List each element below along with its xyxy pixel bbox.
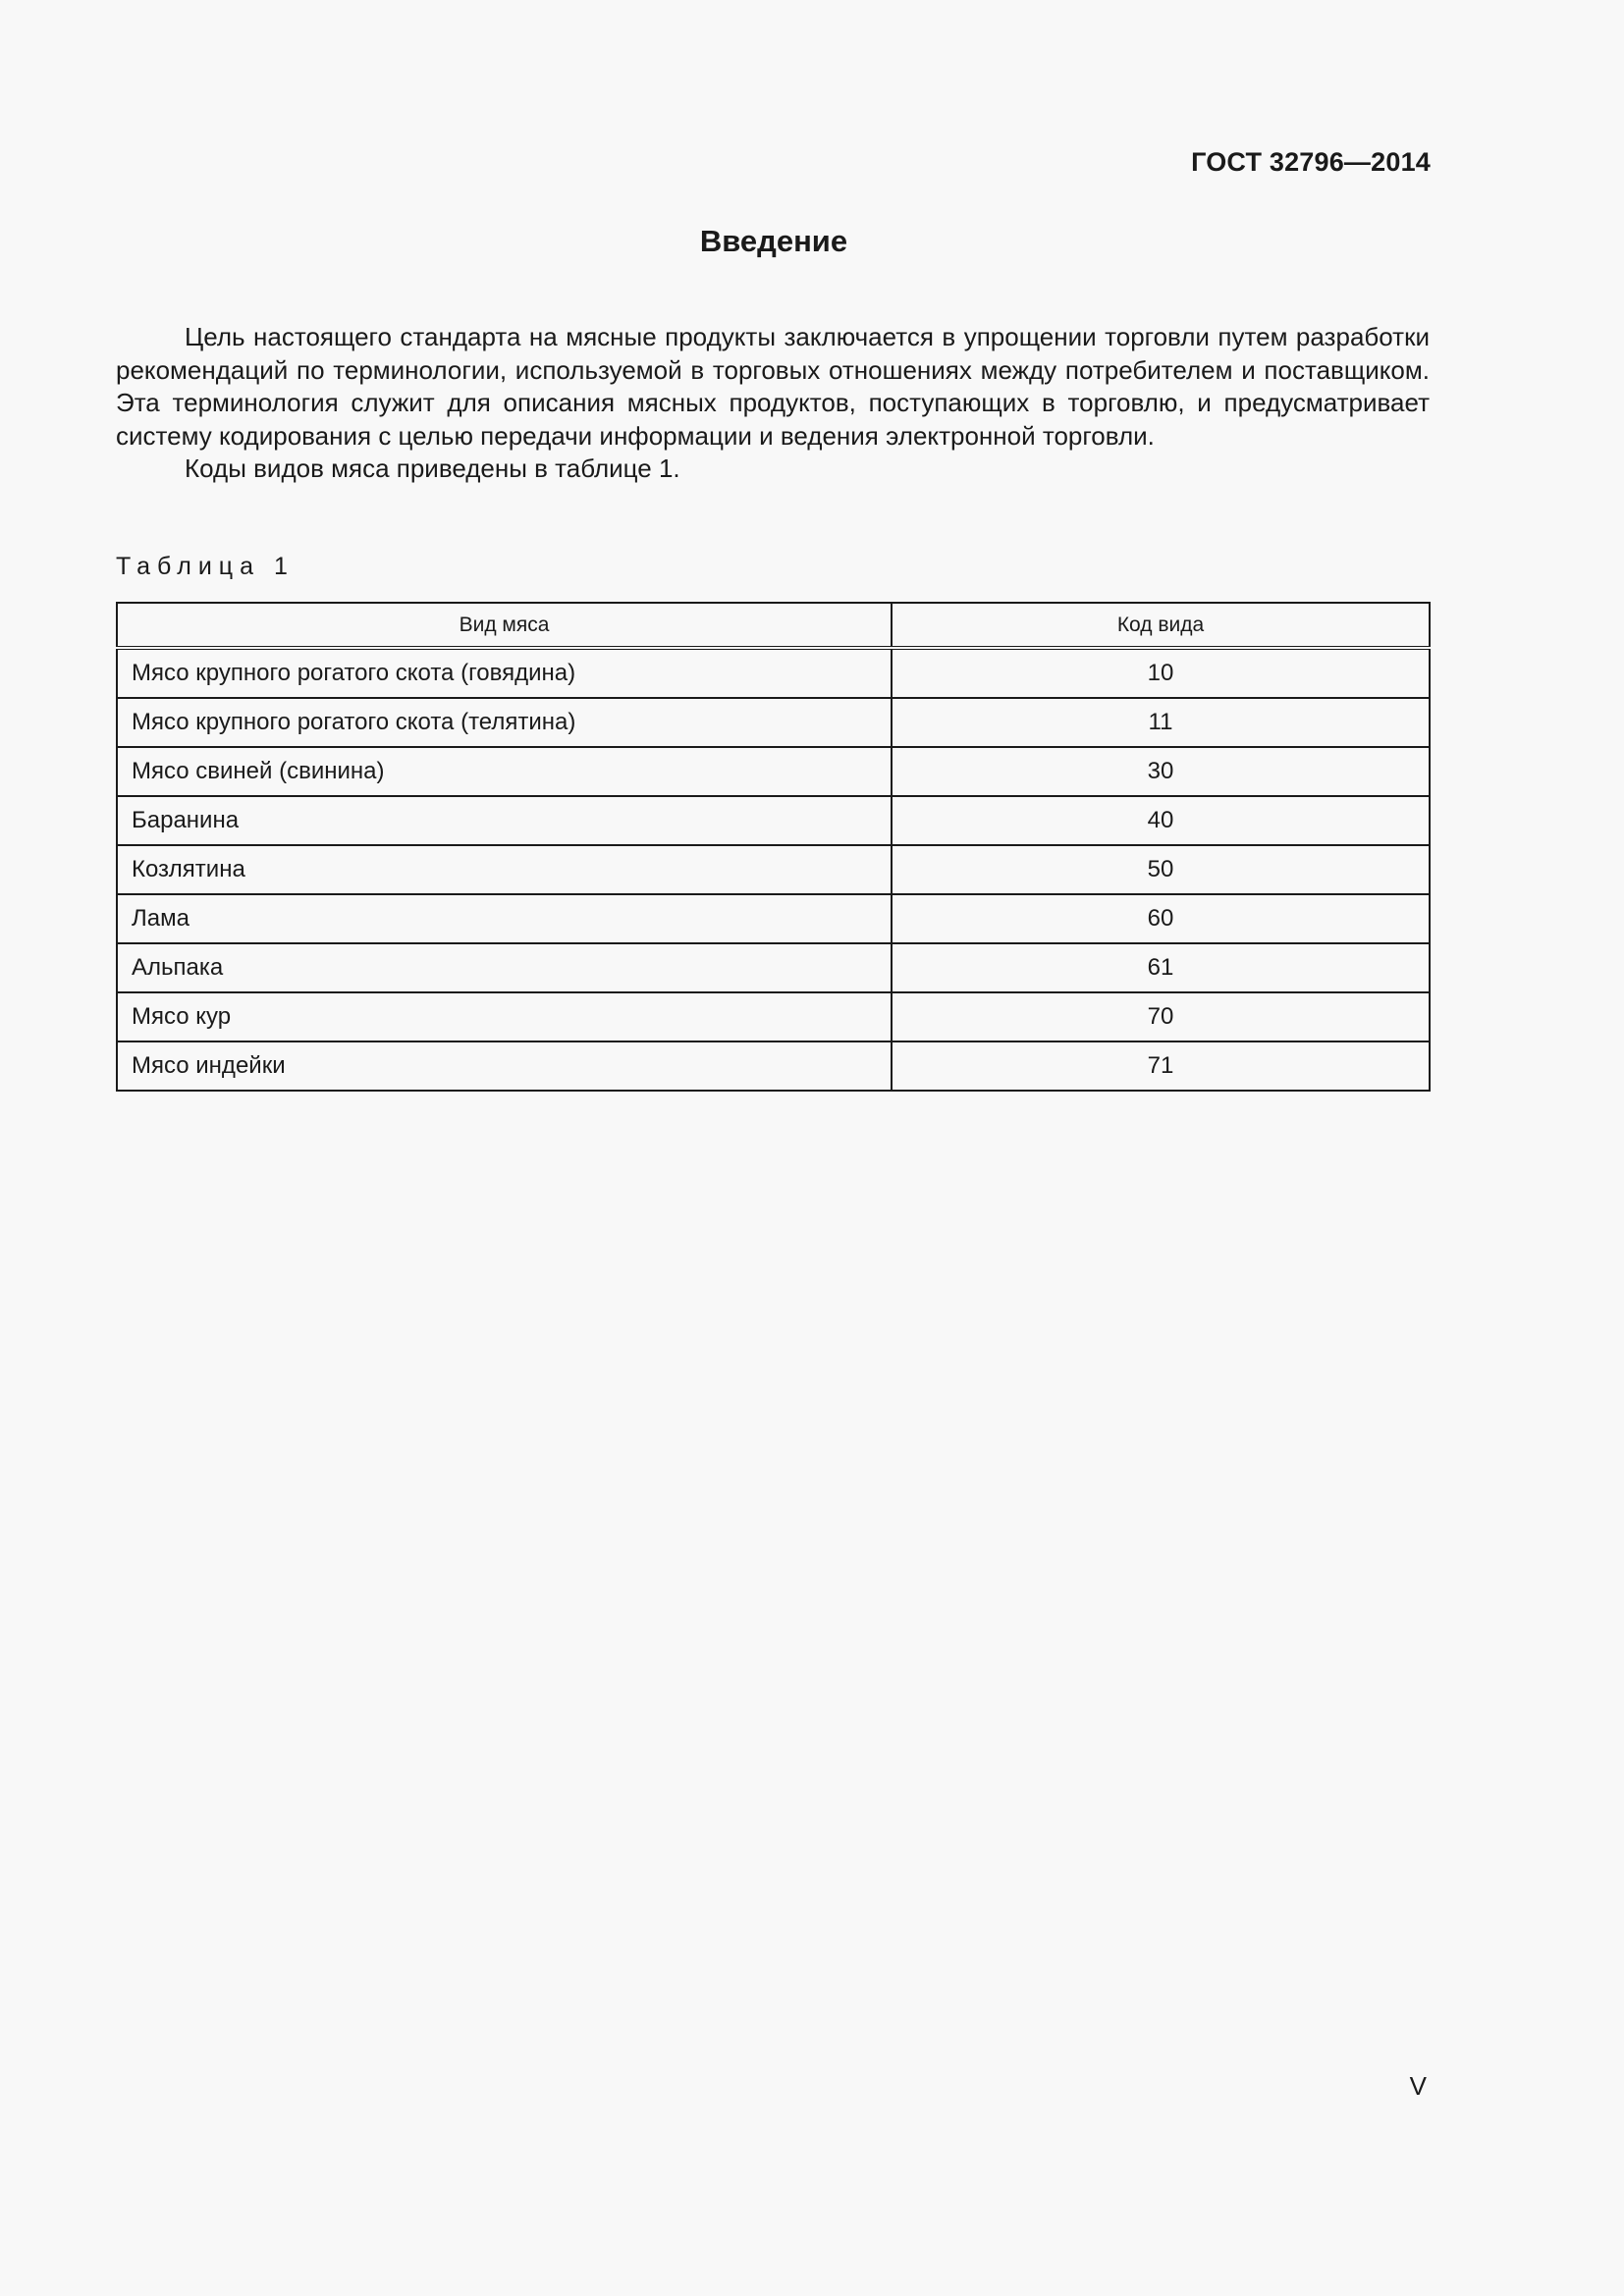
table-header-row — [117, 603, 1430, 648]
table-row — [117, 943, 1430, 992]
page-number: V — [1409, 2071, 1427, 2101]
table-row — [117, 796, 1430, 845]
meat-codes-table — [116, 602, 1431, 1092]
table-row — [117, 648, 1430, 698]
meat-type-cell: Лама — [117, 894, 892, 943]
meat-type-cell: Баранина — [117, 796, 892, 845]
meat-code-cell: 30 — [892, 747, 1430, 796]
table-row — [117, 747, 1430, 796]
column-header-meat-type: Вид мяса — [117, 603, 892, 648]
table-row — [117, 845, 1430, 894]
meat-code-cell: 10 — [892, 648, 1430, 698]
meat-type-cell: Мясо свиней (свинина) — [117, 747, 892, 796]
meat-code-cell: 11 — [892, 698, 1430, 747]
meat-type-cell: Альпака — [117, 943, 892, 992]
meat-type-cell: Мясо крупного рогатого скота (говядина) — [117, 648, 892, 698]
meat-type-cell: Мясо крупного рогатого скота (телятина) — [117, 698, 892, 747]
meat-type-cell: Козлятина — [117, 845, 892, 894]
table-reference-paragraph: Коды видов мяса приведены в таблице 1. — [185, 454, 680, 483]
table-row — [117, 992, 1430, 1041]
body-text — [116, 321, 1430, 486]
intro-paragraph: Цель настоящего стандарта на мясные продукты заключается в упрощении торговли путем разработки рекомендаций по терминологии, используемой в торговых отношениях между потребителем и поставщиком. Эта терминология служит для описания мясных продуктов, поступающих в торговлю, и предусматривает систему кодирования с целью передачи информации и ведения электронной торговли. — [116, 322, 1430, 451]
table-row — [117, 1041, 1430, 1091]
table-row — [117, 894, 1430, 943]
table-caption: Таблица 1 — [116, 553, 295, 580]
meat-code-cell: 40 — [892, 796, 1430, 845]
meat-code-cell: 60 — [892, 894, 1430, 943]
meat-code-cell: 70 — [892, 992, 1430, 1041]
meat-code-cell: 61 — [892, 943, 1430, 992]
meat-code-cell: 50 — [892, 845, 1430, 894]
section-title: Введение — [699, 224, 848, 258]
table-row — [117, 698, 1430, 747]
column-header-code: Код вида — [892, 603, 1430, 648]
meat-type-cell: Мясо индейки — [117, 1041, 892, 1091]
document-code: ГОСТ 32796—2014 — [1191, 147, 1431, 177]
meat-type-cell: Мясо кур — [117, 992, 892, 1041]
meat-code-cell: 71 — [892, 1041, 1430, 1091]
